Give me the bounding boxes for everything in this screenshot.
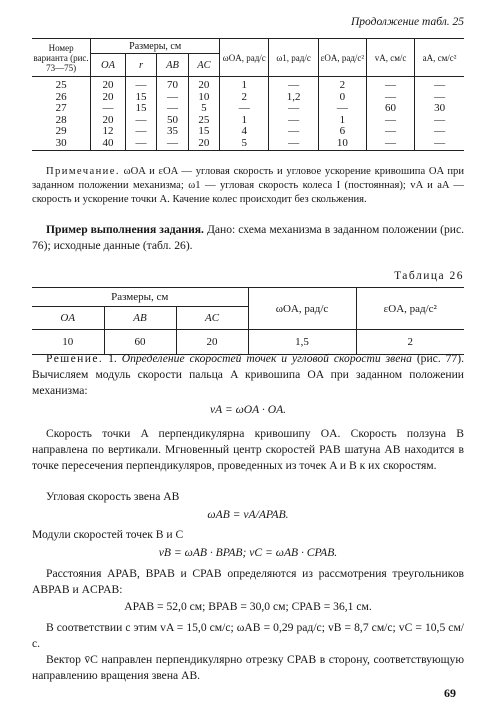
- t26-header-sizes: Размеры, см: [32, 288, 248, 307]
- solution-number: 1.: [108, 352, 117, 365]
- solution-text-1: (рис. 77). Вычисляем модуль скорости пальца A кривошипа OA при заданном положении механизма:: [32, 352, 464, 397]
- table-row: [32, 126, 464, 138]
- table-row: [32, 103, 464, 115]
- table-cell: —: [269, 126, 318, 138]
- table-25-continuation: [32, 38, 464, 151]
- table-cell: 35: [157, 126, 188, 138]
- page-number: 69: [444, 686, 456, 700]
- table-cell: 0: [318, 92, 366, 104]
- table-cell: 6: [318, 126, 366, 138]
- table-cell: 5: [188, 103, 219, 115]
- table-cell: 1: [220, 115, 269, 127]
- table-cell: —: [415, 138, 464, 150]
- table-cell: 20: [188, 138, 219, 150]
- t26-cell-oa: 10: [32, 330, 104, 355]
- solution-paragraph-1: [32, 351, 464, 399]
- column-header-ac: AC: [188, 54, 219, 77]
- table-cell: 30: [415, 103, 464, 115]
- t26-cell-eps-oa: 2: [356, 330, 464, 355]
- table-cell: —: [157, 92, 188, 104]
- table-cell: 1,2: [269, 92, 318, 104]
- table-cell: 15: [188, 126, 219, 138]
- table-cell: 28: [55, 113, 67, 126]
- table-note: [32, 165, 464, 207]
- equation-vb-vc: vB = ωAB · BPAB; vC = ωAB · CPAB.: [158, 546, 338, 559]
- table-cell: —: [269, 103, 318, 115]
- table-cell: 10: [318, 138, 366, 150]
- column-header-aa: aA, см/с²: [415, 39, 464, 77]
- column-header-va: vA, см/с: [366, 39, 414, 77]
- column-header-omega-1: ω1, рад/с: [269, 39, 318, 77]
- table-cell: —: [366, 92, 414, 104]
- table-cell: 20: [188, 77, 219, 92]
- table-cell: —: [415, 92, 464, 104]
- table-cell: —: [125, 115, 156, 127]
- example-lead: Пример выполнения задания.: [46, 223, 204, 236]
- table-cell: —: [269, 77, 318, 92]
- column-header-eps-oa: εOA, рад/с²: [318, 39, 366, 77]
- example-text: Дано: схема механизма в заданном положении (рис. 76); исходные данные (табл. 26).: [32, 223, 465, 252]
- table-cell: 25: [55, 79, 67, 91]
- table-cell: 20: [91, 92, 126, 104]
- t26-cell-ab: 60: [104, 330, 176, 355]
- table-row: [32, 115, 464, 127]
- table-cell: 25: [188, 115, 219, 127]
- table-cell: 5: [220, 138, 269, 150]
- column-header-variant: Номер варианта (рис. 73—75): [32, 39, 91, 77]
- table-cell: —: [318, 103, 366, 115]
- table-cell: —: [366, 115, 414, 127]
- t26-header-oa: OA: [32, 307, 104, 330]
- solution-paragraph-2: Скорость точки A перпендикулярна кривошипу OA. Скорость ползуна B направлена по вертикали. Мгновенный центр скоростей PAB шатуна AB находится в точке пересечения перпендикуляров, проведенных из точек A и B к их скоростям.: [32, 427, 464, 472]
- table-26-caption: Таблица 26: [394, 270, 464, 282]
- solution-heading: Определение скоростей точек и угловой скорости звена: [121, 352, 412, 365]
- t26-header-ac: AC: [176, 307, 248, 330]
- note-text: ωOA и εOA — угловая скорость и угловое ускорение кривошипа OA при заданном положении механизма; ω1 — угловая скорость колеса I (постоянная); vA и aA — скорость и ускорение точки A. Качение колес происходит без скольжения.: [32, 166, 464, 205]
- table-cell: 1: [318, 115, 366, 127]
- example-paragraph: [32, 222, 464, 254]
- table-cell: —: [366, 126, 414, 138]
- t26-cell-ac: 20: [176, 330, 248, 355]
- solution-lead: Решение.: [46, 352, 104, 365]
- table-cell: —: [157, 103, 188, 115]
- table-cell: —: [125, 77, 156, 92]
- solution-paragraph-7: Вектор v̄C направлен перпендикулярно отрезку CPAB в сторону, соответствующую направлению вращения звена AB.: [32, 653, 464, 682]
- table-cell: 15: [125, 103, 156, 115]
- table-row: [32, 138, 464, 150]
- table-cell: 27: [55, 102, 67, 115]
- table-cell: 15: [125, 92, 156, 104]
- column-header-ab: AB: [157, 54, 188, 77]
- note-lead: Примечание.: [46, 166, 120, 177]
- table-cell: —: [366, 77, 414, 92]
- table-cell: 2: [318, 77, 366, 92]
- table-cell: 60: [366, 103, 414, 115]
- running-header: Продолжение табл. 25: [351, 16, 464, 28]
- column-header-r: r: [125, 54, 156, 77]
- table-cell: —: [125, 126, 156, 138]
- table-cell: 30: [32, 138, 91, 150]
- table-cell: 29: [55, 125, 67, 138]
- equation-va: vA = ωOA · OA.: [209, 403, 287, 416]
- table-cell: —: [91, 103, 126, 115]
- t26-header-eps-oa: εOA, рад/с²: [356, 288, 464, 330]
- table-cell: 50: [157, 115, 188, 127]
- table-cell: 2: [220, 92, 269, 104]
- table-cell: —: [220, 103, 269, 115]
- table-cell: —: [125, 138, 156, 150]
- solution-paragraph-5: Расстояния APAB, BPAB и CPAB определяются из рассмотрения треугольников ABPAB и ACPAB:: [32, 567, 464, 596]
- column-header-omega-oa: ωOA, рад/с: [220, 39, 269, 77]
- table-cell: 40: [91, 138, 126, 150]
- table-cell: —: [415, 77, 464, 92]
- equation-omega-ab: ωAB = vA/APAB.: [207, 508, 289, 521]
- table-26: [32, 287, 464, 355]
- column-header-sizes: Размеры, см: [91, 39, 220, 54]
- table-cell: —: [269, 115, 318, 127]
- table-cell: 70: [157, 77, 188, 92]
- table-cell: —: [415, 115, 464, 127]
- table-cell: —: [269, 138, 318, 150]
- solution-paragraph-3: Угловая скорость звена AB: [46, 490, 180, 503]
- table-cell: 26: [55, 90, 67, 103]
- table-cell: 20: [91, 115, 126, 127]
- t26-cell-omega-oa: 1,5: [248, 330, 356, 355]
- solution-paragraph-4: Модули скоростей точек B и C: [32, 528, 184, 541]
- table-cell: 1: [220, 77, 269, 92]
- table-cell: 10: [188, 92, 219, 104]
- table-cell: 12: [91, 126, 126, 138]
- column-header-oa: OA: [91, 54, 126, 77]
- table-cell: 20: [91, 77, 126, 92]
- table-cell: 4: [220, 126, 269, 138]
- t26-header-omega-oa: ωOA, рад/с: [248, 288, 356, 330]
- table-cell: —: [366, 138, 414, 150]
- t26-header-ab: AB: [104, 307, 176, 330]
- solution-paragraph-6: В соответствии с этим vA = 15,0 см/с; ωAB = 0,29 рад/с; vB = 8,7 см/с; vC = 10,5 см/с.: [32, 621, 464, 650]
- table-cell: —: [415, 126, 464, 138]
- table-row: [32, 77, 464, 92]
- equation-distances: APAB = 52,0 см; BPAB = 30,0 см; CPAB = 36,1 см.: [124, 600, 372, 613]
- table-cell: —: [157, 138, 188, 150]
